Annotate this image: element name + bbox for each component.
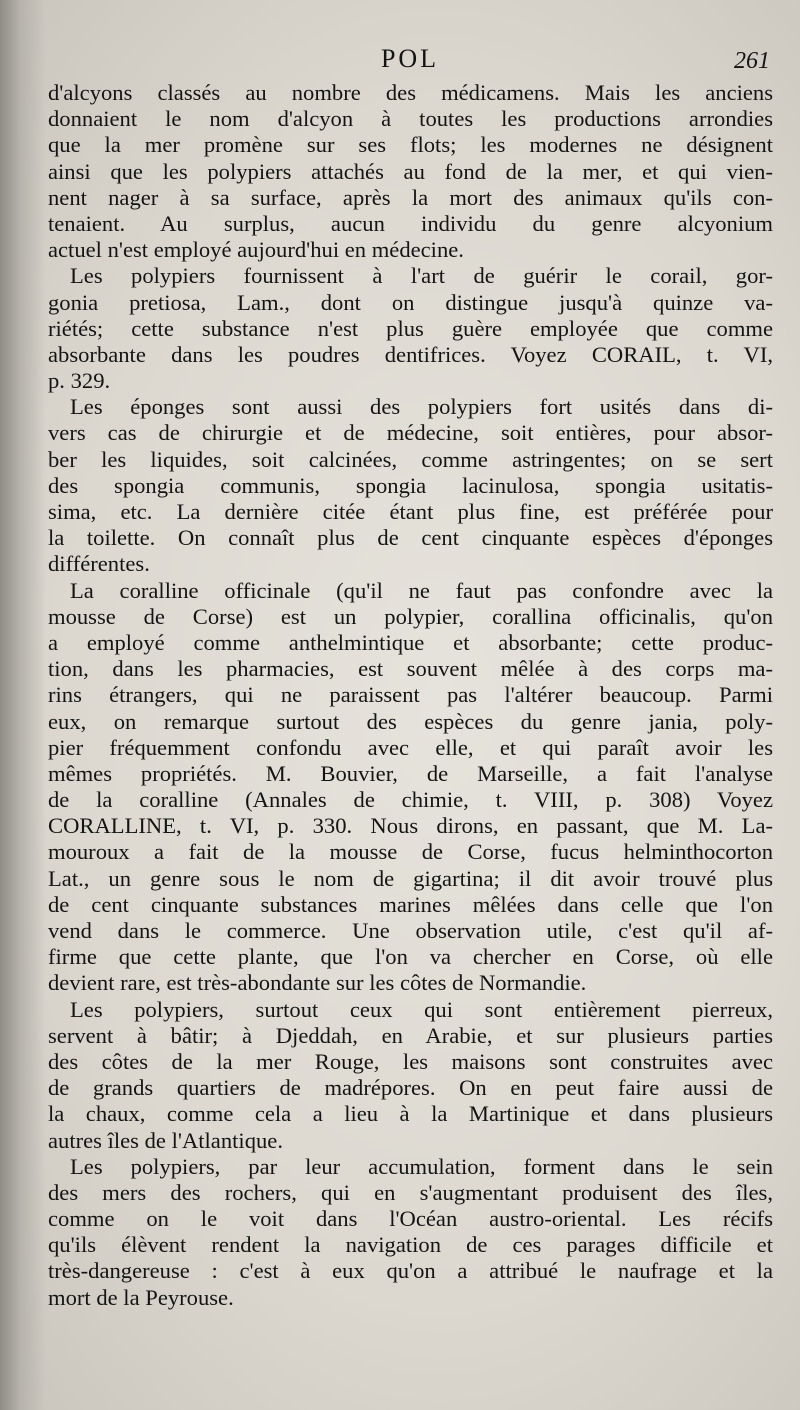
paragraph-start-line: Les éponges sont aussi des polypiers fort usités dans di- (70, 394, 773, 420)
text-line: rins étrangers, qui ne paraissent pas l'altérer beaucoup. Parmi (48, 682, 773, 708)
text-line: très-dangereuse : c'est à eux qu'on a attribué le naufrage et la (48, 1258, 773, 1284)
text-line: comme on le voit dans l'Océan austro-oriental. Les récifs (48, 1206, 773, 1232)
text-line: mort de la Peyrouse. (48, 1284, 234, 1310)
text-line: de cent cinquante substances marines mêlées dans celle que l'on (48, 891, 773, 917)
text-line: des spongia communis, spongia lacinulosa, spongia usitatis- (48, 472, 773, 498)
text-line: mouroux a fait de la mousse de Corse, fucus helminthocorton (48, 839, 773, 865)
text-line: tenaient. Au surplus, aucun individu du genre alcyonium (48, 210, 773, 236)
text-line: actuel n'est employé aujourd'hui en médecine. (48, 237, 464, 263)
text-line: vers cas de chirurgie et de médecine, soit entières, pour absor- (48, 420, 773, 446)
running-head: POL (380, 44, 440, 73)
text-line: différentes. (48, 551, 150, 577)
text-line: la toilette. On connaît plus de cent cinquante espèces d'éponges (48, 525, 773, 551)
text-line: qu'ils élèvent rendent la navigation de ces parages difficile et (48, 1232, 773, 1258)
text-line: Lat., un genre sous le nom de gigartina; il dit avoir trouvé plus (48, 865, 773, 891)
text-line: de grands quartiers de madrépores. On en peut faire aussi de (48, 1075, 773, 1101)
text-line: d'alcyons classés au nombre des médicamens. Mais les anciens (48, 80, 773, 105)
text-line: riétés; cette substance n'est plus guère employée que comme (48, 315, 773, 341)
page-gutter-shadow (0, 0, 46, 1410)
text-line: pier fréquemment confondu avec elle, et qui paraît avoir les (48, 734, 773, 760)
text-line: gonia pretiosa, Lam., dont on distingue jusqu'à quinze va- (48, 289, 773, 315)
text-line: sima, etc. La dernière citée étant plus fine, est préférée pour (48, 499, 773, 524)
text-line: mousse de Corse) est un polypier, corallina officinalis, qu'on (48, 603, 773, 629)
text-line: tion, dans les pharmacies, est souvent mêlée à des corps ma- (48, 656, 773, 682)
text-line: des mers des rochers, qui en s'augmentant produisent des îles, (48, 1179, 773, 1205)
paragraph-start-line: La coralline officinale (qu'il ne faut pas confondre avec la (70, 577, 773, 603)
page-number: 261 (734, 48, 770, 74)
text-line: firme que cette plante, que l'on va chercher en Corse, où elle (48, 944, 773, 970)
text-line: autres îles de l'Atlantique. (48, 1127, 283, 1153)
text-line: eux, on remarque surtout des espèces du genre jania, poly- (48, 708, 773, 734)
text-line: ber les liquides, soit calcinées, comme astringentes; on se sert (48, 446, 773, 472)
text-line: des côtes de la mer Rouge, les maisons sont construites avec (48, 1048, 773, 1074)
text-line: que la mer promène sur ses flots; les modernes ne désignent (48, 132, 773, 158)
text-line: ainsi que les polypiers attachés au fond de la mer, et qui vien- (48, 158, 773, 184)
text-line: la chaux, comme cela a lieu à la Martinique et dans plusieurs (48, 1101, 773, 1127)
page-header (50, 44, 770, 80)
text-line: p. 329. (48, 368, 111, 394)
text-line: nent nager à sa surface, après la mort des animaux qu'ils con- (48, 184, 773, 210)
text-line: absorbante dans les poudres dentifrices. Voyez CORAIL, t. VI, (48, 341, 773, 367)
paragraph-start-line: Les polypiers, par leur accumulation, forment dans le sein (70, 1153, 773, 1179)
text-line: vend dans le commerce. Une observation utile, c'est qu'il af- (48, 918, 773, 943)
text-line: devient rare, est très-abondante sur les côtes de Normandie. (48, 970, 587, 996)
text-line: servent à bâtir; à Djeddah, en Arabie, et sur plusieurs parties (48, 1022, 773, 1048)
text-line: CORALLINE, t. VI, p. 330. Nous dirons, en passant, que M. La- (48, 813, 773, 839)
text-line: donnaient le nom d'alcyon à toutes les productions arrondies (48, 106, 773, 132)
text-line: mêmes propriétés. M. Bouvier, de Marseille, a fait l'analyse (48, 760, 773, 786)
text-line: a employé comme anthelmintique et absorbante; cette produc- (48, 629, 773, 655)
body-text (48, 80, 773, 1311)
paragraph-start-line: Les polypiers fournissent à l'art de guérir le corail, gor- (70, 263, 773, 289)
paragraph-start-line: Les polypiers, surtout ceux qui sont entièrement pierreux, (70, 996, 773, 1022)
text-line: de la coralline (Annales de chimie, t. VIII, p. 308) Voyez (48, 787, 773, 813)
